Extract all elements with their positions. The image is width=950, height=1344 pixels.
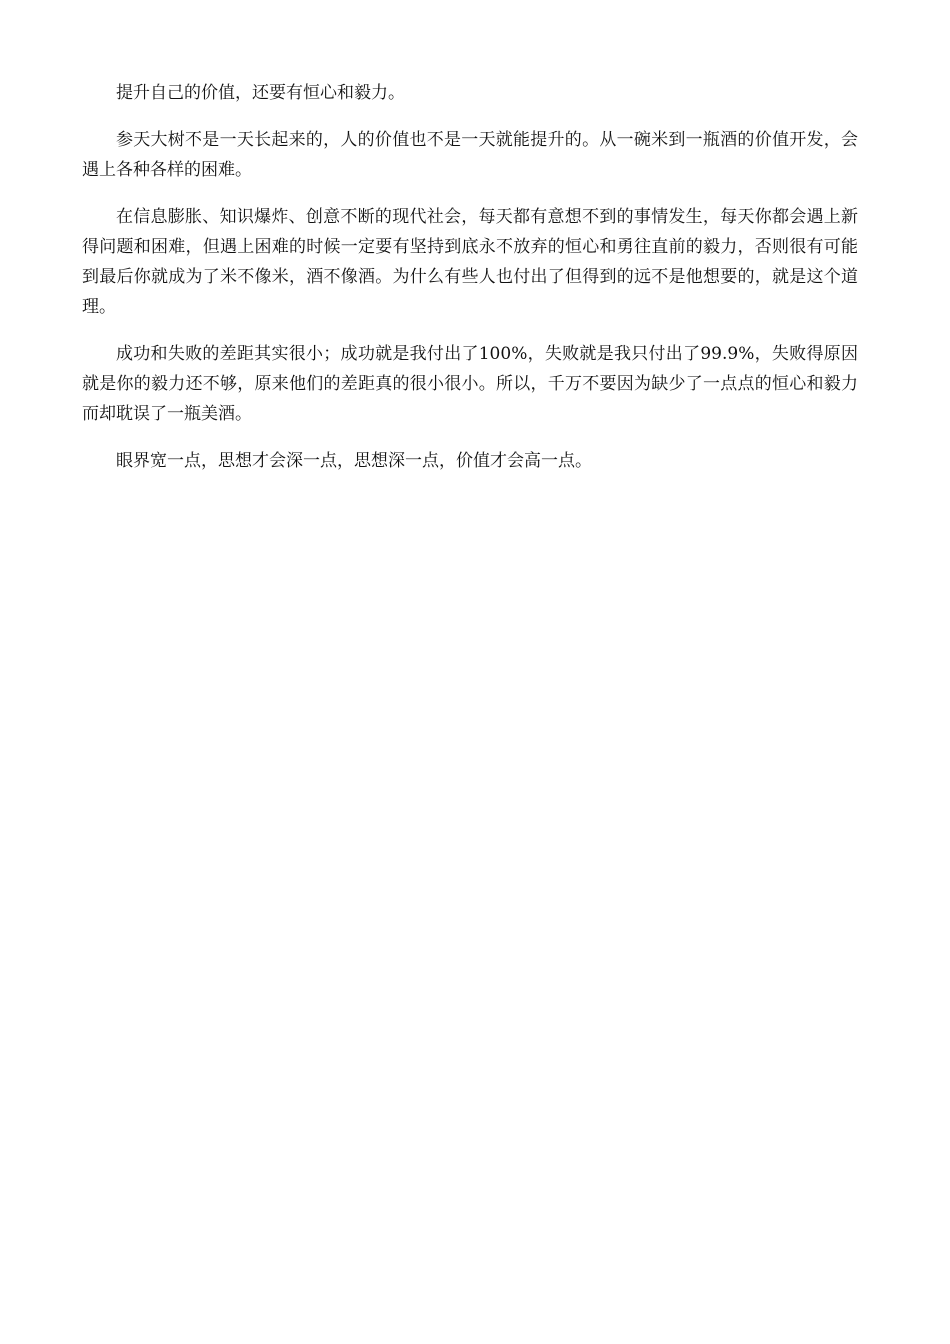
document-body bbox=[82, 78, 858, 493]
paragraph-3: 在信息膨胀、知识爆炸、创意不断的现代社会，每天都有意想不到的事情发生，每天你都会遇上新得问题和困难，但遇上困难的时候一定要有坚持到底永不放弃的恒心和勇往直前的毅力，否则很有可能到最后你就成为了米不像米，酒不像酒。为什么有些人也付出了但得到的远不是他想要的，就是这个道理。 bbox=[82, 207, 858, 317]
paragraph-2: 参天大树不是一天长起来的，人的价值也不是一天就能提升的。从一碗米到一瓶酒的价值开发，会遇上各种各样的困难。 bbox=[82, 130, 858, 180]
paragraph-4: 成功和失败的差距其实很小；成功就是我付出了100%，失败就是我只付出了99.9%，失败得原因就是你的毅力还不够，原来他们的差距真的很小很小。所以，千万不要因为缺少了一点点的恒心和毅力而却耽误了一瓶美酒。 bbox=[82, 344, 858, 424]
paragraph-5: 眼界宽一点，思想才会深一点，思想深一点，价值才会高一点。 bbox=[116, 451, 592, 471]
paragraph-1: 提升自己的价值，还要有恒心和毅力。 bbox=[116, 83, 405, 103]
